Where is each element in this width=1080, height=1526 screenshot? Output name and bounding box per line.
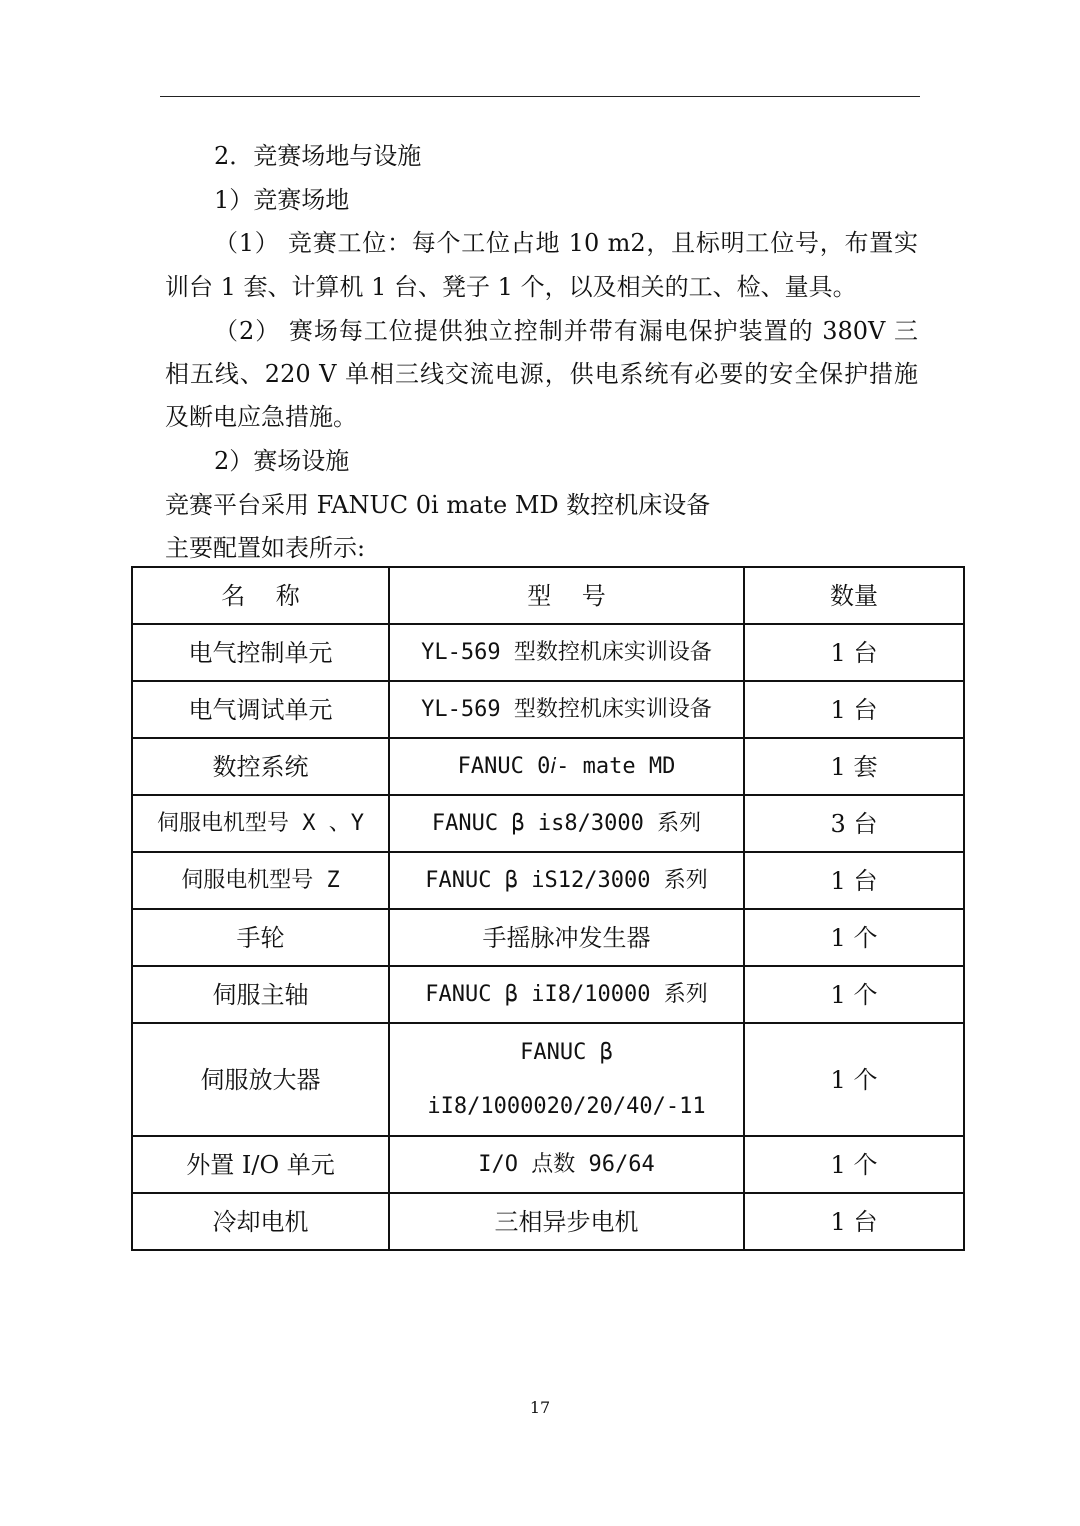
cell-quantity: 1 个 <box>744 966 964 1023</box>
table-row <box>132 738 964 795</box>
subsection-facilities: 2）赛场设施 <box>214 447 350 475</box>
cell-quantity: 1 套 <box>744 738 964 795</box>
subsection-venue: 1）竞赛场地 <box>214 186 350 214</box>
cell-name: 手轮 <box>132 909 389 966</box>
table-row <box>132 681 964 738</box>
cell-quantity: 1 台 <box>744 1193 964 1250</box>
table-row <box>132 1193 964 1250</box>
table-row <box>132 624 964 681</box>
cell-name: 数控系统 <box>132 738 389 795</box>
cell-model-line-2: iI8/1000020/20/40/-11 <box>427 1093 706 1119</box>
cell-model: FANUC β iS12/3000 系列 <box>389 852 744 909</box>
table-row <box>132 852 964 909</box>
cell-model: YL-569 型数控机床实训设备 <box>389 681 744 738</box>
cell-quantity: 1 台 <box>744 852 964 909</box>
cell-model: YL-569 型数控机床实训设备 <box>389 624 744 681</box>
cell-model-line-1: FANUC β <box>520 1039 613 1065</box>
cell-model: FANUC β iI8/10000 系列 <box>389 966 744 1023</box>
header-quantity: 数量 <box>744 567 964 624</box>
cell-quantity: 1 台 <box>744 681 964 738</box>
cell-name: 冷却电机 <box>132 1193 389 1250</box>
cell-model: FANUC 0𝑖- mate MD <box>389 738 744 795</box>
cell-quantity: 1 个 <box>744 1136 964 1193</box>
header-model: 型 号 <box>389 567 744 624</box>
table-header-row <box>132 567 964 624</box>
cell-name: 电气调试单元 <box>132 681 389 738</box>
cell-name: 伺服电机型号 Z <box>132 852 389 909</box>
configuration-table <box>131 566 965 1251</box>
cell-model: 三相异步电机 <box>389 1193 744 1250</box>
cell-quantity: 1 台 <box>744 624 964 681</box>
cell-model: 手摇脉冲发生器 <box>389 909 744 966</box>
paragraph-1-line-1: （1） 竞赛工位：每个工位占地 10 m2，且标明工位号，布置实 <box>214 229 918 257</box>
paragraph-2-line-2: 相五线、220 V 单相三线交流电源，供电系统有必要的安全保护措施 <box>165 360 918 388</box>
header-rule <box>160 96 920 97</box>
table-row <box>132 795 964 852</box>
table-row <box>132 1023 964 1136</box>
cell-quantity: 1 个 <box>744 909 964 966</box>
header-name: 名 称 <box>132 567 389 624</box>
cell-quantity: 1 个 <box>744 1023 964 1136</box>
cell-model: I/O 点数 96/64 <box>389 1136 744 1193</box>
cell-name: 外置 I/O 单元 <box>132 1136 389 1193</box>
table-row <box>132 909 964 966</box>
cell-name: 伺服主轴 <box>132 966 389 1023</box>
table-row <box>132 1136 964 1193</box>
cell-model-multiline <box>389 1023 744 1136</box>
config-line: 主要配置如表所示: <box>165 534 366 562</box>
table-row <box>132 966 964 1023</box>
paragraph-1-line-2: 训台 1 套、计算机 1 台、凳子 1 个，以及相关的工、检、量具。 <box>165 273 857 301</box>
cell-quantity: 3 台 <box>744 795 964 852</box>
paragraph-2-line-1: （2） 赛场每工位提供独立控制并带有漏电保护装置的 380V 三 <box>214 317 918 345</box>
section-heading: 2．竞赛场地与设施 <box>214 142 422 170</box>
platform-line: 竞赛平台采用 FANUC 0i mate MD 数控机床设备 <box>165 491 711 519</box>
cell-name: 电气控制单元 <box>132 624 389 681</box>
cell-model: FANUC β is8/3000 系列 <box>389 795 744 852</box>
page-number: 17 <box>529 1398 551 1417</box>
paragraph-2-line-3: 及断电应急措施。 <box>165 403 357 431</box>
cell-name: 伺服放大器 <box>132 1023 389 1136</box>
cell-name: 伺服电机型号 X 、Y <box>132 795 389 852</box>
